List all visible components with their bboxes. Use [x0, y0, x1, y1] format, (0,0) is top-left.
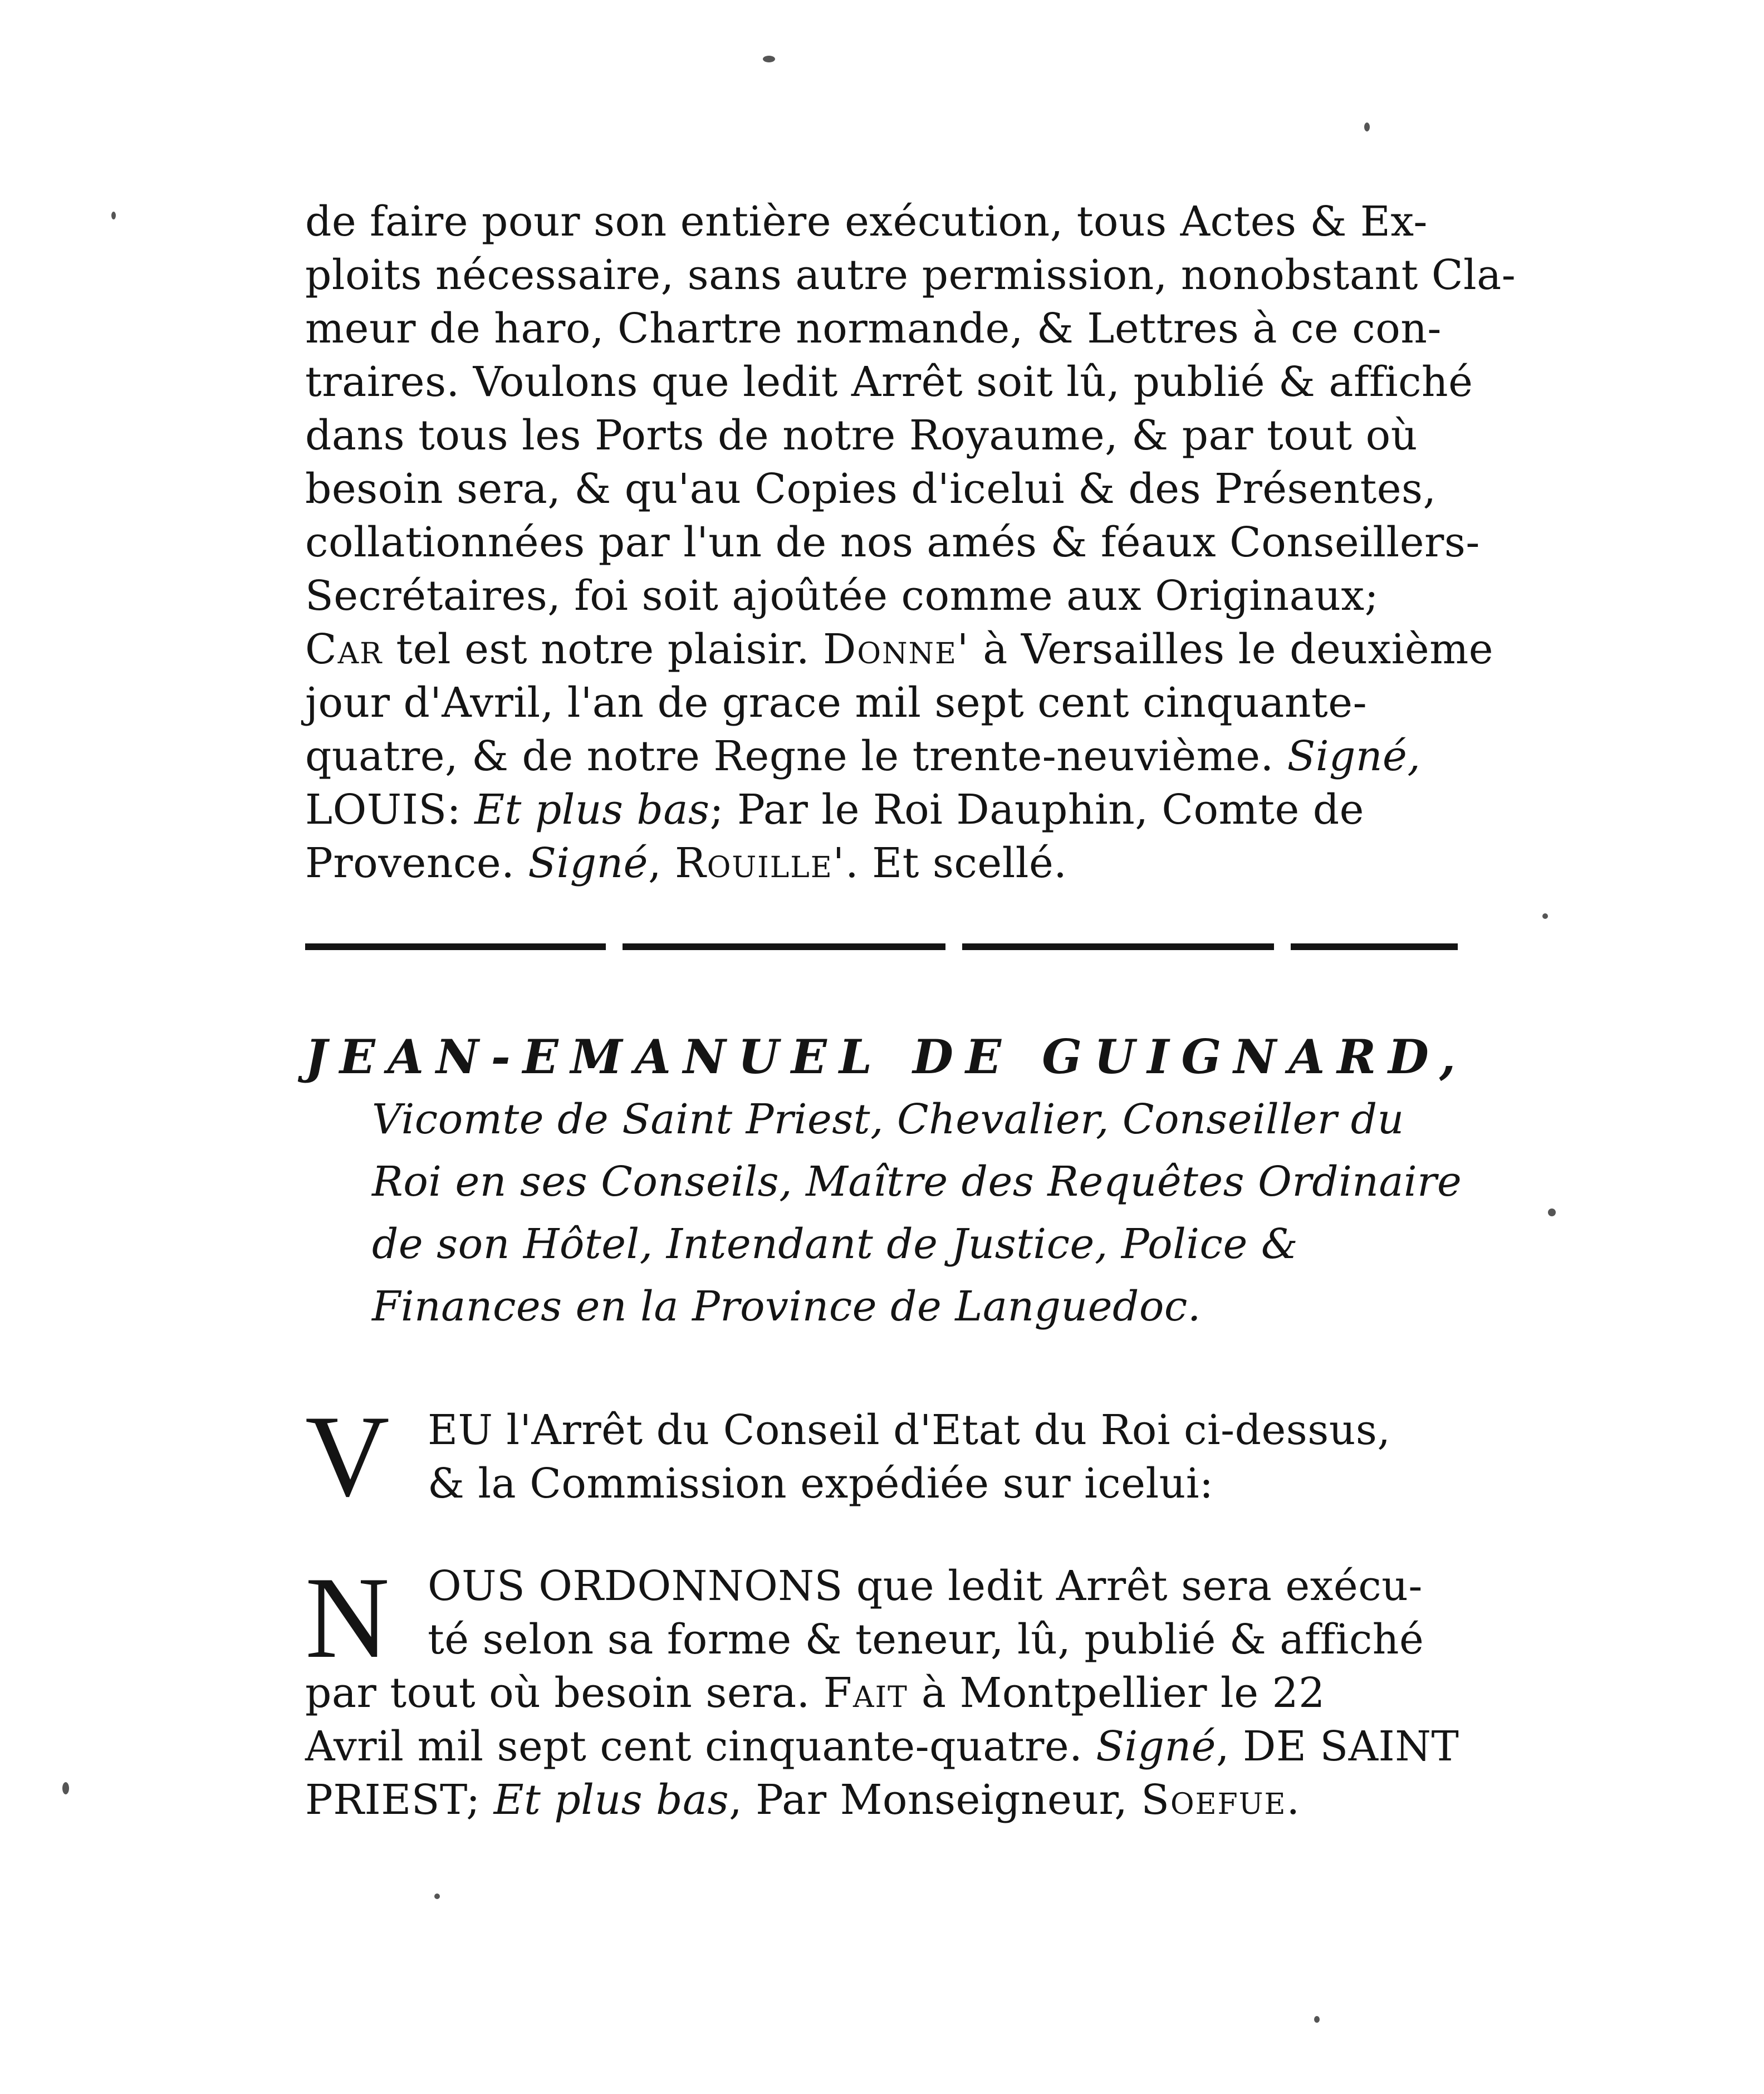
line-text: ; Par le Roi Dauphin, Comte de — [709, 786, 1364, 834]
line-text: , DE SAINT — [1216, 1723, 1459, 1770]
text-line — [305, 783, 1364, 836]
print-speck — [1548, 1209, 1556, 1216]
print-speck — [1542, 913, 1548, 919]
line-text: par tout où besoin sera. — [305, 1669, 824, 1717]
print-speck — [1314, 2016, 1320, 2023]
text-line — [305, 195, 1474, 248]
drop-cap-v: V — [305, 1392, 390, 1521]
line-text: PRIEST; — [305, 1776, 494, 1824]
text-line — [305, 302, 1442, 355]
louis-signature: LOUIS: — [305, 786, 475, 834]
print-speck — [434, 1894, 440, 1899]
line-text: . Et scellé. — [845, 839, 1067, 887]
divider-segment — [305, 943, 606, 950]
line-text: traires. Voulons que ledit Arrêt soit lû, publié & affiché — [305, 358, 1473, 406]
text-line — [305, 462, 1437, 516]
fait-word: Fait — [823, 1669, 908, 1717]
text-line — [305, 676, 1367, 730]
text-line: & la Commission expédiée sur icelui: — [428, 1460, 1214, 1508]
signe-word: Signé, — [1287, 732, 1421, 780]
divider-segment — [1291, 943, 1458, 950]
line-text: de faire pour son entière exécution, tous Actes & Ex- — [305, 198, 1428, 246]
line-text: Avril mil sept cent cinquante-quatre. — [305, 1723, 1096, 1770]
text-line: EU l'Arrêt du Conseil d'Etat du Roi ci-dessus, — [428, 1406, 1391, 1454]
text-line — [305, 355, 1473, 409]
divider-segment — [623, 943, 945, 950]
line-text: ploits nécessaire, sans autre permission, nonobstant Cla- — [305, 251, 1516, 299]
text-line — [305, 836, 1067, 890]
signe-word: Signé — [1096, 1723, 1216, 1770]
text-line — [305, 730, 1420, 783]
text-line — [305, 409, 1418, 462]
header-line: Roi en ses Conseils, Maître des Requêtes Ordinaire — [372, 1158, 1462, 1206]
header-line: Finances en la Province de Languedoc. — [372, 1283, 1201, 1330]
text-line — [428, 1559, 1423, 1613]
print-speck — [763, 56, 775, 62]
text-line: té selon sa forme & teneur, lû, publié & affiché — [428, 1616, 1424, 1664]
header-line: de son Hôtel, Intendant de Justice, Police & — [372, 1220, 1298, 1268]
intendant-name: JEAN-EMANUEL DE GUIGNARD, — [305, 1029, 1468, 1084]
line-text: Provence. — [305, 839, 528, 887]
line-text: jour d'Avril, l'an de grace mil sept cent cinquante- — [305, 679, 1368, 727]
print-speck — [111, 212, 116, 219]
drop-cap-n: N — [305, 1553, 390, 1682]
line-text: Secrétaires, foi soit ajoûtée comme aux Originaux; — [305, 572, 1379, 620]
car-word: Car — [305, 625, 383, 673]
signe-word: Signé — [528, 839, 648, 887]
rouille-signature: Rouille' — [675, 839, 846, 887]
et-plus-bas: Et plus bas — [493, 1776, 729, 1824]
divider-segment — [962, 943, 1274, 950]
text-line — [305, 623, 1493, 676]
print-speck — [62, 1782, 69, 1794]
donne-word: Donne' — [823, 625, 970, 673]
line-text: , Par Monseigneur, — [729, 1776, 1141, 1824]
line-text: tel est notre plaisir. — [383, 625, 823, 673]
text-line — [305, 248, 1516, 302]
print-speck — [1364, 123, 1370, 131]
line-text: à Montpellier le 22 — [908, 1669, 1325, 1717]
ordonnons-caps: OUS ORDONNONS — [428, 1562, 843, 1610]
section-divider — [305, 941, 1458, 952]
line-text: meur de haro, Chartre normande, & Lettres à ce con- — [305, 305, 1442, 353]
line-text: quatre, & de notre Regne le trente-neuvième. — [305, 732, 1287, 780]
line-text: à Versailles le deuxième — [969, 625, 1494, 673]
line-text: besoin sera, & qu'au Copies d'icelui & des Présentes, — [305, 465, 1437, 513]
text-line — [305, 1720, 1459, 1773]
line-text: , — [648, 839, 675, 887]
text-line — [305, 1773, 1301, 1827]
soefue-signature: Soefue. — [1141, 1776, 1301, 1824]
text-line — [305, 569, 1379, 623]
line-text: que ledit Arrêt sera exécu- — [842, 1562, 1423, 1610]
line-text: collationnées par l'un de nos amés & féaux Conseillers- — [305, 518, 1480, 566]
line-text: dans tous les Ports de notre Royaume, & par tout où — [305, 412, 1418, 459]
text-line — [305, 1666, 1325, 1720]
et-plus-bas: Et plus bas — [474, 786, 710, 834]
text-line — [305, 516, 1480, 569]
header-line: Vicomte de Saint Priest, Chevalier, Conseiller du — [372, 1095, 1404, 1143]
